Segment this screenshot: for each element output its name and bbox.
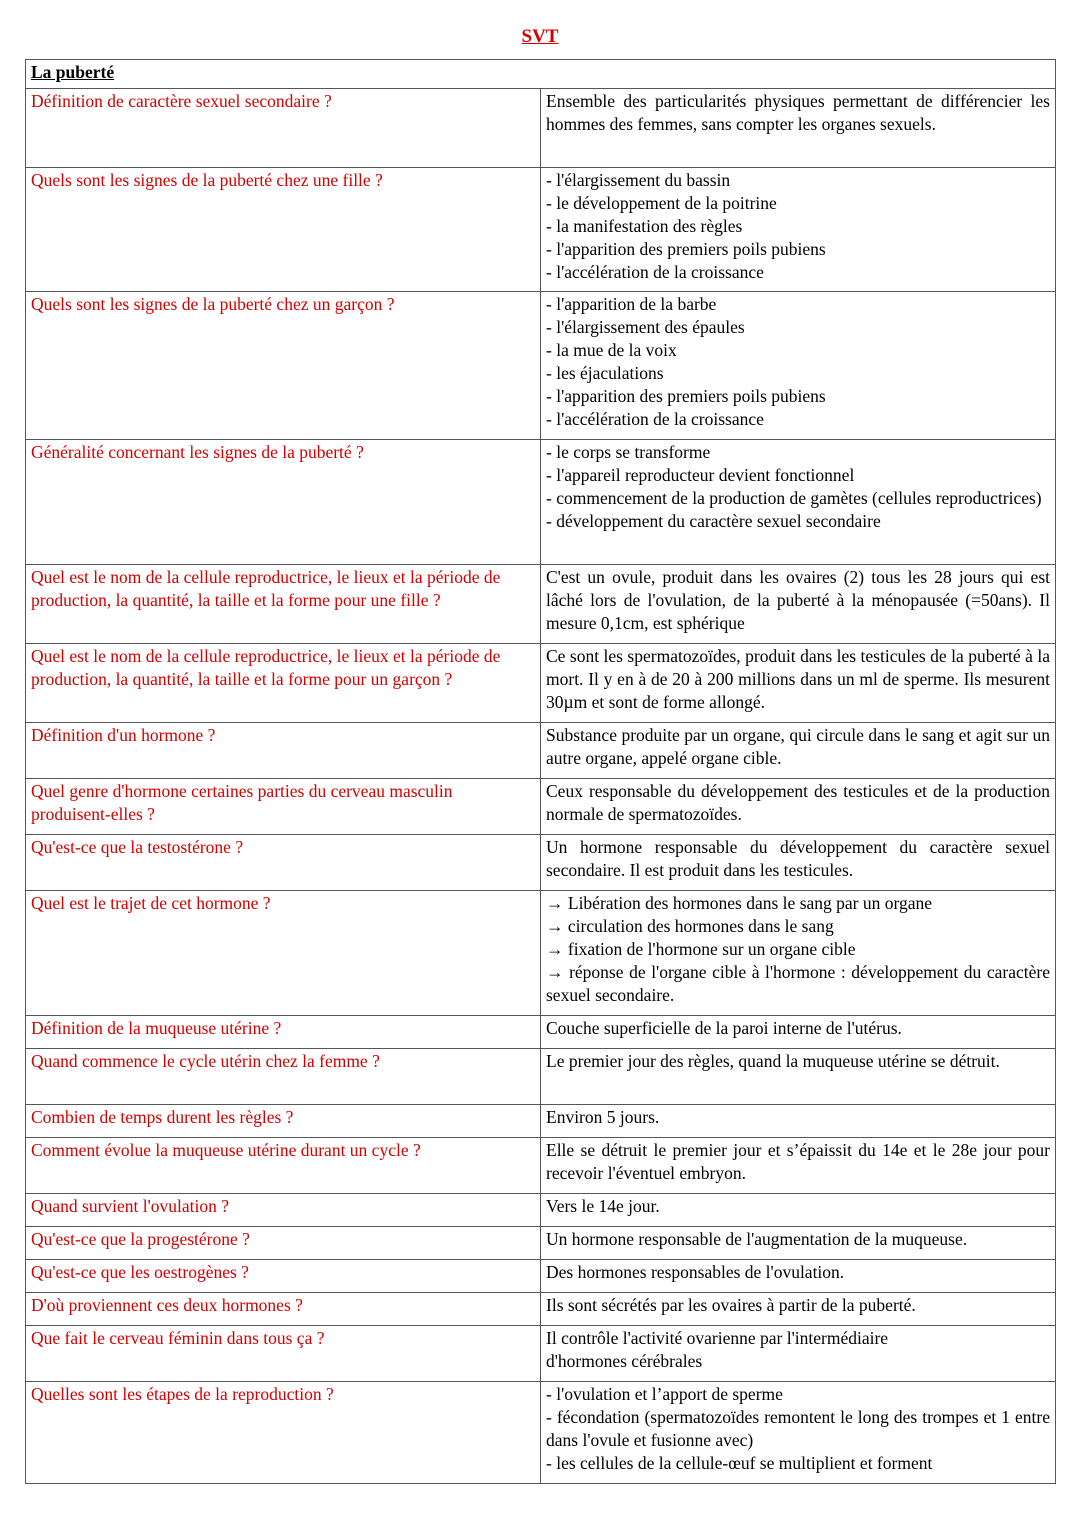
question-cell: Généralité concernant les signes de la puberté ? xyxy=(26,440,541,565)
question-cell: D'où proviennent ces deux hormones ? xyxy=(26,1293,541,1326)
table-row xyxy=(26,440,1056,565)
answer-line: - les cellules de la cellule-œuf se multiplient et forment xyxy=(546,1453,933,1473)
answer-line: d'hormones cérébrales xyxy=(546,1351,703,1371)
table-row xyxy=(26,292,1056,440)
answer-cell xyxy=(541,1227,1056,1260)
answer-line: - le corps se transforme xyxy=(546,442,711,462)
answer-cell xyxy=(541,1194,1056,1227)
answer-line: Le premier jour des règles, quand la muqueuse utérine se détruit. xyxy=(546,1051,1000,1071)
table-row xyxy=(26,1138,1056,1194)
answer-line: - fécondation (spermatozoïdes remontent le long des trompes et 1 entre dans l'ovule et fusionne avec) xyxy=(546,1407,1050,1450)
question-cell: Qu'est-ce que la testostérone ? xyxy=(26,835,541,891)
answer-cell xyxy=(541,1049,1056,1105)
question-cell: Définition de caractère sexuel secondaire ? xyxy=(26,89,541,168)
answer-line: Il contrôle l'activité ovarienne par l'intermédiaire xyxy=(546,1328,889,1348)
answer-cell xyxy=(541,565,1056,644)
answer-line: - l'ovulation et l’apport de sperme xyxy=(546,1384,783,1404)
answer-line: - l'élargissement des épaules xyxy=(546,317,745,337)
answer-line: - commencement de la production de gamètes (cellules reproductrices) xyxy=(546,488,1042,508)
answer-cell xyxy=(541,1260,1056,1293)
question-cell: Quelles sont les étapes de la reproduction ? xyxy=(26,1382,541,1484)
table-row xyxy=(26,1049,1056,1105)
table-row xyxy=(26,1326,1056,1382)
answer-line: Couche superficielle de la paroi interne de l'utérus. xyxy=(546,1018,902,1038)
answer-cell xyxy=(541,723,1056,779)
table-row xyxy=(26,891,1056,1016)
table-row xyxy=(26,1227,1056,1260)
answer-cell xyxy=(541,891,1056,1016)
answer-line: → fixation de l'hormone sur un organe cible xyxy=(546,939,856,959)
answer-line: Un hormone responsable du développement du caractère sexuel secondaire. Il est produit dans les testicules. xyxy=(546,837,1050,880)
answer-line: - le développement de la poitrine xyxy=(546,193,777,213)
qa-table xyxy=(25,59,1056,1484)
answer-line: - l'accélération de la croissance xyxy=(546,262,764,282)
page-title: SVT xyxy=(521,26,559,47)
answer-line: Environ 5 jours. xyxy=(546,1107,660,1127)
answer-line: Ce sont les spermatozoïdes, produit dans les testicules de la puberté à la mort. Il y en à de 20 à 200 millions dans un ml de sperme. Ils mesurent 30µm et sont de forme allongé. xyxy=(546,646,1050,712)
question-cell: Quel est le nom de la cellule reproductrice, le lieux et la période de production, la quantité, la taille et la forme pour un garçon ? xyxy=(26,644,541,723)
answer-cell xyxy=(541,89,1056,168)
table-row xyxy=(26,565,1056,644)
table-row xyxy=(26,644,1056,723)
answer-line: Ceux responsable du développement des testicules et de la production normale de spermatozoïdes. xyxy=(546,781,1050,824)
answer-line: - l'apparition de la barbe xyxy=(546,294,717,314)
question-cell: Définition de la muqueuse utérine ? xyxy=(26,1016,541,1049)
answer-cell xyxy=(541,1105,1056,1138)
question-cell: Combien de temps durent les règles ? xyxy=(26,1105,541,1138)
table-row xyxy=(26,89,1056,168)
question-cell: Que fait le cerveau féminin dans tous ça ? xyxy=(26,1326,541,1382)
answer-cell xyxy=(541,292,1056,440)
question-cell: Qu'est-ce que les oestrogènes ? xyxy=(26,1260,541,1293)
question-cell: Quels sont les signes de la puberté chez un garçon ? xyxy=(26,292,541,440)
section-title: La puberté xyxy=(26,60,1056,89)
answer-line: - l'apparition des premiers poils pubiens xyxy=(546,239,826,259)
answer-line: - l'apparition des premiers poils pubiens xyxy=(546,386,826,406)
table-row xyxy=(26,1293,1056,1326)
answer-line: Des hormones responsables de l'ovulation. xyxy=(546,1262,845,1282)
answer-line: - l'élargissement du bassin xyxy=(546,170,731,190)
table-row xyxy=(26,779,1056,835)
question-cell: Quel genre d'hormone certaines parties du cerveau masculin produisent-elles ? xyxy=(26,779,541,835)
section-row xyxy=(26,60,1056,89)
answer-cell xyxy=(541,1382,1056,1484)
table-row xyxy=(26,1260,1056,1293)
question-cell: Quel est le nom de la cellule reproductrice, le lieux et la période de production, la quantité, la taille et la forme pour une fille ? xyxy=(26,565,541,644)
question-cell: Définition d'un hormone ? xyxy=(26,723,541,779)
table-row xyxy=(26,168,1056,292)
answer-cell xyxy=(541,440,1056,565)
question-cell: Quel est le trajet de cet hormone ? xyxy=(26,891,541,1016)
answer-line: - la manifestation des règles xyxy=(546,216,743,236)
table-row xyxy=(26,1016,1056,1049)
question-cell: Quand survient l'ovulation ? xyxy=(26,1194,541,1227)
answer-line: → circulation des hormones dans le sang xyxy=(546,916,834,936)
question-cell: Quand commence le cycle utérin chez la femme ? xyxy=(26,1049,541,1105)
answer-cell xyxy=(541,644,1056,723)
answer-cell xyxy=(541,779,1056,835)
table-row xyxy=(26,1194,1056,1227)
question-cell: Quels sont les signes de la puberté chez une fille ? xyxy=(26,168,541,292)
question-cell: Comment évolue la muqueuse utérine durant un cycle ? xyxy=(26,1138,541,1194)
table-row xyxy=(26,723,1056,779)
answer-line: - l'appareil reproducteur devient fonctionnel xyxy=(546,465,855,485)
answer-cell xyxy=(541,1326,1056,1382)
answer-cell xyxy=(541,168,1056,292)
answer-line: Ils sont sécrétés par les ovaires à partir de la puberté. xyxy=(546,1295,916,1315)
answer-line: - l'accélération de la croissance xyxy=(546,409,764,429)
answer-line: Ensemble des particularités physiques permettant de différencier les hommes des femmes, sans compter les organes sexuels. xyxy=(546,91,1050,134)
answer-line: C'est un ovule, produit dans les ovaires (2) tous les 28 jours qui est lâché lors de l'ovulation, de la puberté à la ménopausée (=50ans). Il mesure 0,1cm, est sphérique xyxy=(546,567,1050,633)
table-row xyxy=(26,1105,1056,1138)
answer-cell xyxy=(541,1293,1056,1326)
answer-line: → réponse de l'organe cible à l'hormone : développement du caractère sexuel secondaire. xyxy=(546,962,1050,1005)
answer-cell xyxy=(541,835,1056,891)
answer-line: Elle se détruit le premier jour et s’épaissit du 14e et le 28e jour pour recevoir l'éventuel embryon. xyxy=(546,1140,1050,1183)
answer-cell xyxy=(541,1016,1056,1049)
table-row xyxy=(26,835,1056,891)
answer-line: - les éjaculations xyxy=(546,363,664,383)
answer-cell xyxy=(541,1138,1056,1194)
answer-line: Un hormone responsable de l'augmentation de la muqueuse. xyxy=(546,1229,968,1249)
answer-line: Substance produite par un organe, qui circule dans le sang et agit sur un autre organe, appelé organe cible. xyxy=(546,725,1050,768)
answer-line: - la mue de la voix xyxy=(546,340,677,360)
table-row xyxy=(26,1382,1056,1484)
answer-line: → Libération des hormones dans le sang par un organe xyxy=(546,893,933,913)
answer-line: Vers le 14e jour. xyxy=(546,1196,660,1216)
answer-line: - développement du caractère sexuel secondaire xyxy=(546,511,881,531)
question-cell: Qu'est-ce que la progestérone ? xyxy=(26,1227,541,1260)
